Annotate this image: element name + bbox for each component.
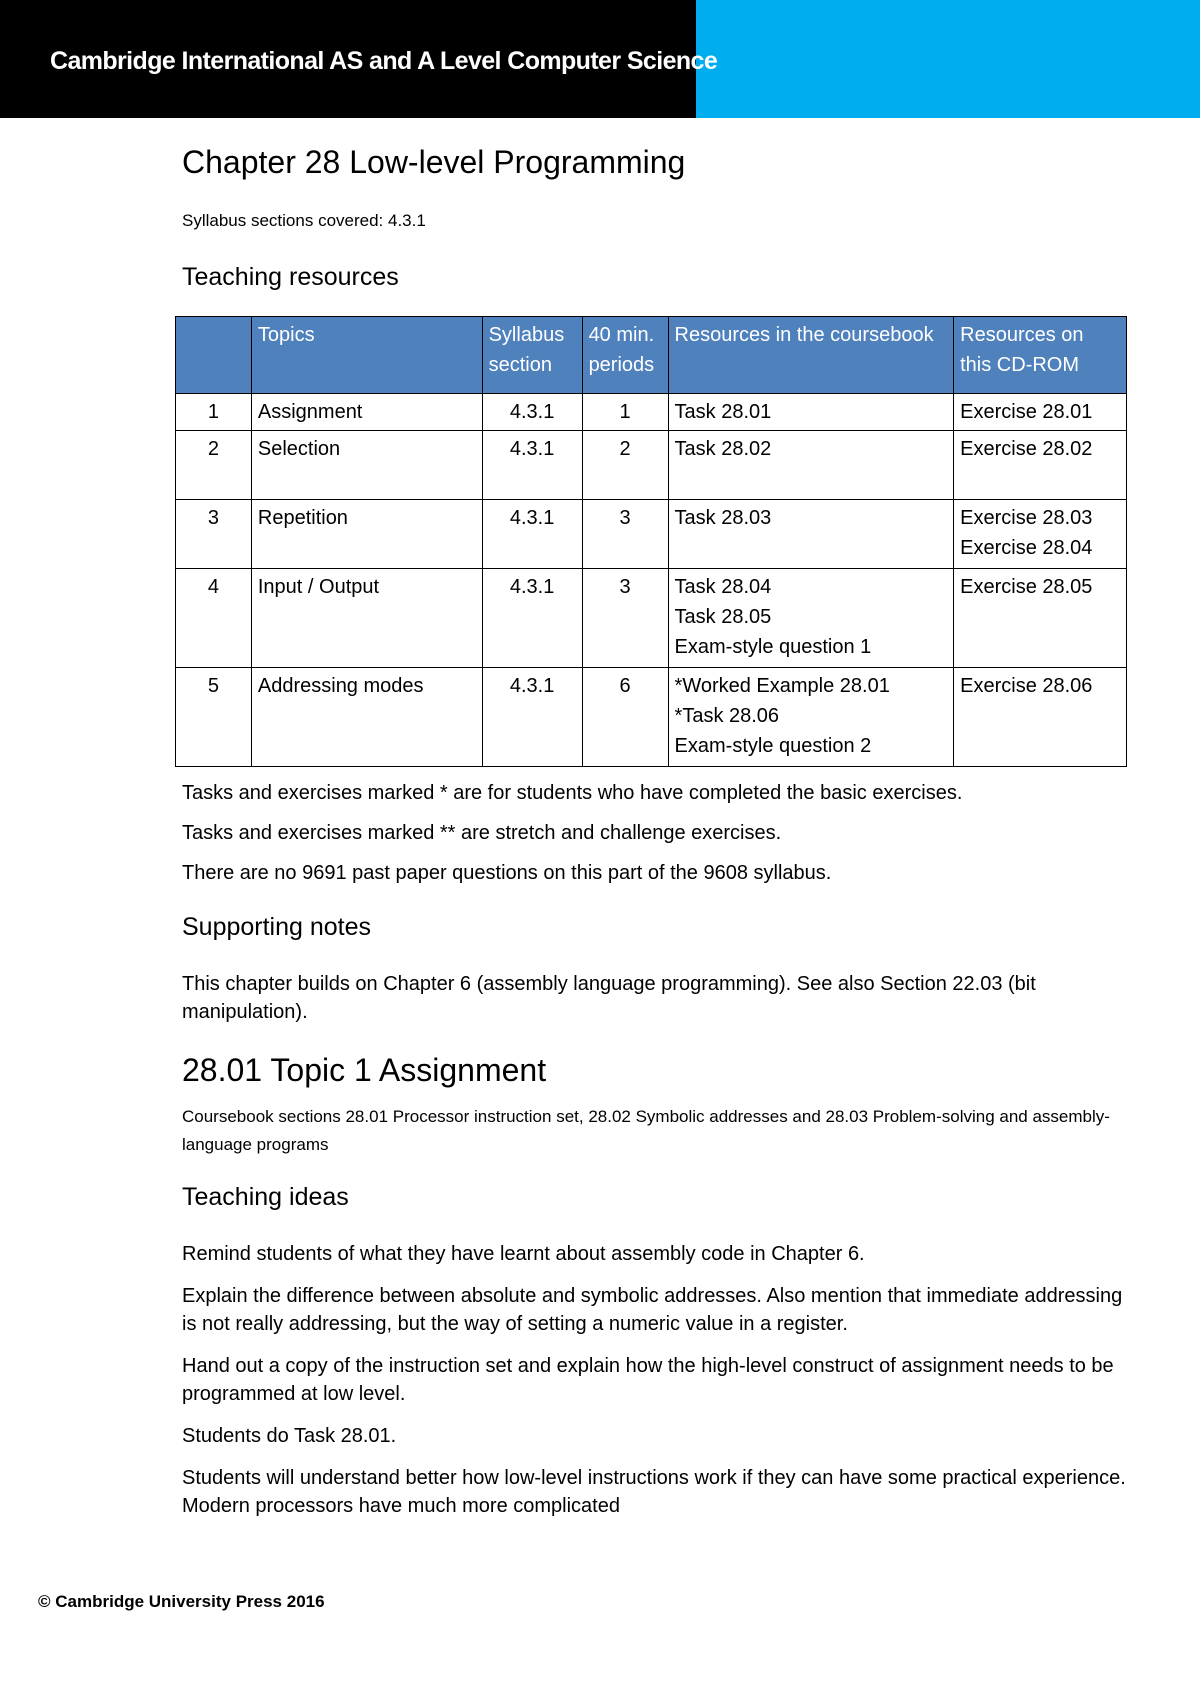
supporting-notes-text: This chapter builds on Chapter 6 (assembly language programming). See also Section 22.03 (bit manipulation). bbox=[182, 973, 1036, 1023]
teaching-ideas-heading: Teaching ideas bbox=[182, 1183, 349, 1211]
table-row bbox=[176, 668, 1127, 767]
header-blue-band bbox=[696, 0, 1200, 118]
table-cell: Selection bbox=[251, 431, 482, 500]
resource-item: Exercise 28.04 bbox=[960, 537, 1093, 559]
table-header-cell bbox=[176, 317, 252, 394]
table-cell-cdrom bbox=[954, 394, 1127, 431]
note-text: Tasks and exercises marked ** are stretch and challenge exercises. bbox=[182, 822, 782, 844]
teaching-resources-table bbox=[175, 316, 1127, 767]
table-cell: 3 bbox=[582, 569, 668, 668]
table-cell: Repetition bbox=[251, 500, 482, 569]
chapter-title: Chapter 28 Low-level Programming bbox=[182, 144, 686, 180]
table-cell: 1 bbox=[176, 394, 252, 431]
resource-item: Exercise 28.01 bbox=[960, 401, 1093, 423]
teaching-idea: Hand out a copy of the instruction set and explain how the high-level construct of assignment needs to be programmed at low level. bbox=[182, 1355, 1114, 1405]
table-header-cell: Resources on this CD-ROM bbox=[954, 317, 1127, 394]
teaching-idea: Explain the difference between absolute and symbolic addresses. Also mention that immediate addressing is not really addressing, but the way of setting a numeric value in a register. bbox=[182, 1285, 1123, 1335]
coursebook-sections: Coursebook sections 28.01 Processor instruction set, 28.02 Symbolic addresses and 28.03 Problem-solving and assembly-language programs bbox=[182, 1107, 1110, 1154]
resource-item: Exam-style question 1 bbox=[674, 636, 872, 658]
table-cell: 5 bbox=[176, 668, 252, 767]
resource-item: Exercise 28.03 bbox=[960, 507, 1093, 529]
table-row bbox=[176, 431, 1127, 500]
table-row bbox=[176, 500, 1127, 569]
resource-item: Task 28.05 bbox=[674, 606, 772, 628]
resource-item: Exercise 28.02 bbox=[960, 438, 1093, 460]
teaching-idea: Students do Task 28.01. bbox=[182, 1425, 397, 1447]
note-text: There are no 9691 past paper questions on this part of the 9608 syllabus. bbox=[182, 862, 832, 884]
teaching-resources-heading: Teaching resources bbox=[182, 263, 399, 291]
table-cell: Input / Output bbox=[251, 569, 482, 668]
table-cell: Assignment bbox=[251, 394, 482, 431]
topic-title: 28.01 Topic 1 Assignment bbox=[182, 1052, 547, 1088]
table-cell: 4.3.1 bbox=[482, 431, 582, 500]
teaching-idea: Remind students of what they have learnt about assembly code in Chapter 6. bbox=[182, 1243, 865, 1265]
table-cell-coursebook bbox=[668, 431, 954, 500]
table-cell: 4.3.1 bbox=[482, 569, 582, 668]
table-cell: Addressing modes bbox=[251, 668, 482, 767]
table-cell: 6 bbox=[582, 668, 668, 767]
table-header-row bbox=[176, 317, 1127, 394]
table-cell: 3 bbox=[176, 500, 252, 569]
table-row bbox=[176, 394, 1127, 431]
table-cell-cdrom bbox=[954, 668, 1127, 767]
table-cell-cdrom bbox=[954, 431, 1127, 500]
table-header-cell: Topics bbox=[251, 317, 482, 394]
table-cell: 4.3.1 bbox=[482, 394, 582, 431]
table-cell: 4.3.1 bbox=[482, 668, 582, 767]
page-header bbox=[0, 0, 1200, 118]
table-cell-coursebook bbox=[668, 668, 954, 767]
table-cell-coursebook bbox=[668, 500, 954, 569]
resource-item: Task 28.03 bbox=[674, 507, 772, 529]
table-cell-coursebook bbox=[668, 569, 954, 668]
table-cell: 2 bbox=[582, 431, 668, 500]
table-header-cell: Resources in the coursebook bbox=[668, 317, 954, 394]
resource-item: Task 28.02 bbox=[674, 438, 772, 460]
resource-item: Exam-style question 2 bbox=[674, 735, 872, 757]
table-row bbox=[176, 569, 1127, 668]
table-cell: 4.3.1 bbox=[482, 500, 582, 569]
resource-item: *Task 28.06 bbox=[674, 705, 780, 727]
table-cell-coursebook bbox=[668, 394, 954, 431]
resource-item: Task 28.01 bbox=[674, 401, 772, 423]
table-cell: 1 bbox=[582, 394, 668, 431]
table-header-cell: 40 min. periods bbox=[582, 317, 668, 394]
teaching-idea: Students will understand better how low-level instructions work if they can have some practical experience. Modern processors have much more complicated bbox=[182, 1467, 1126, 1517]
resource-item: *Worked Example 28.01 bbox=[674, 675, 890, 697]
table-cell-cdrom bbox=[954, 500, 1127, 569]
page-content bbox=[182, 140, 1132, 1520]
supporting-notes-heading: Supporting notes bbox=[182, 913, 372, 941]
table-cell-cdrom bbox=[954, 569, 1127, 668]
header-title: Cambridge International AS and A Level Computer Science bbox=[50, 47, 718, 75]
resource-item: Task 28.04 bbox=[674, 576, 772, 598]
resource-item: Exercise 28.05 bbox=[960, 576, 1093, 598]
table-cell: 2 bbox=[176, 431, 252, 500]
table-cell: 3 bbox=[582, 500, 668, 569]
resource-item: Exercise 28.06 bbox=[960, 675, 1093, 697]
syllabus-line: Syllabus sections covered: 4.3.1 bbox=[182, 211, 426, 230]
table-body bbox=[176, 394, 1127, 767]
table-cell: 4 bbox=[176, 569, 252, 668]
note-text: Tasks and exercises marked * are for students who have completed the basic exercises. bbox=[182, 782, 963, 804]
footer-copyright: © Cambridge University Press 2016 bbox=[38, 1592, 325, 1611]
table-header-cell: Syllabus section bbox=[482, 317, 582, 394]
